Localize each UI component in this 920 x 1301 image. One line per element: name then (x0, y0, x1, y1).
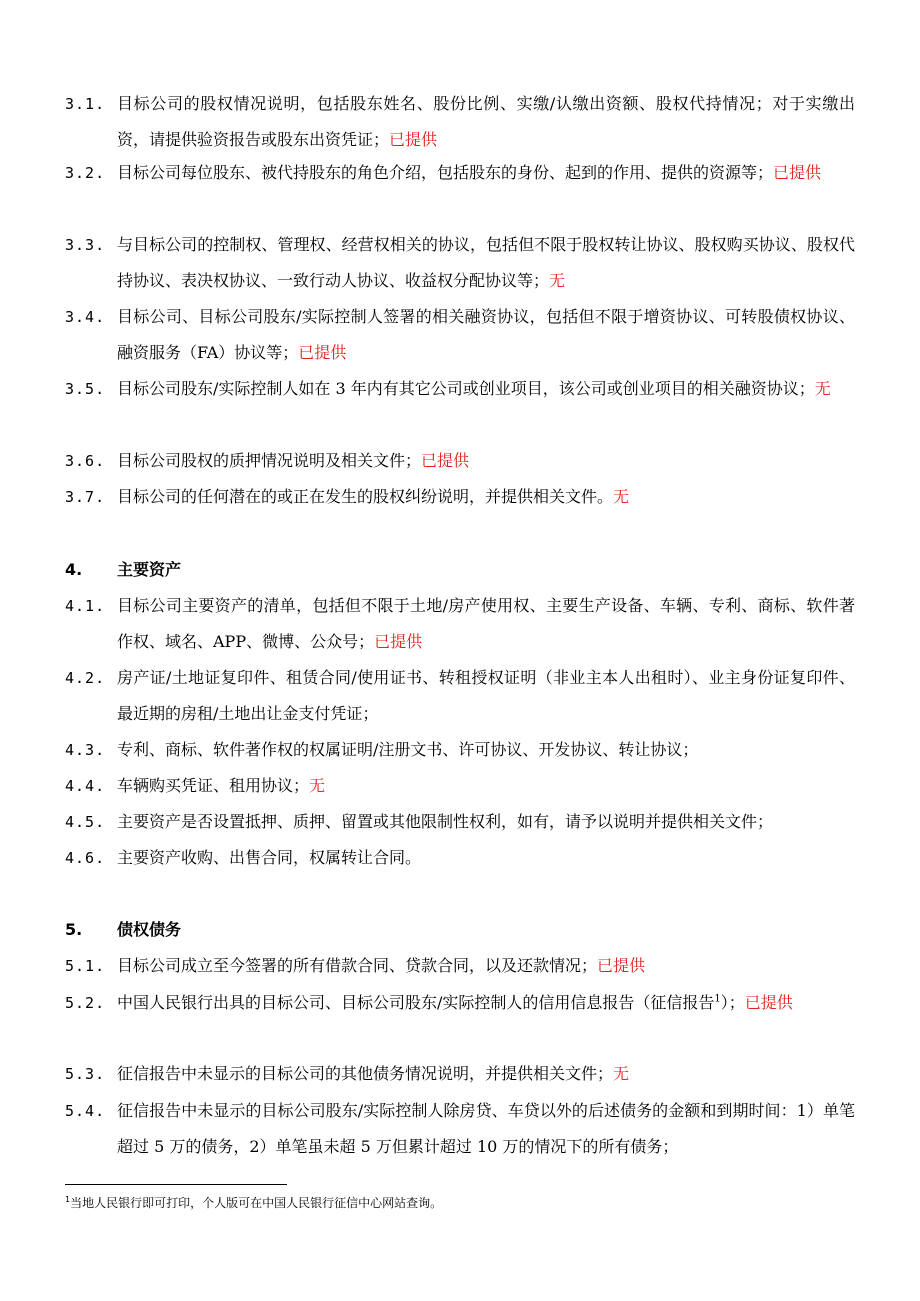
item-text: 目标公司的股权情况说明，包括股东姓名、股份比例、实缴/认缴出资额、股权代持情况；对于实缴出资，请提供验资报告或股东出资凭证； (117, 94, 855, 149)
item-number: 3.7. (65, 488, 106, 506)
status-label: 无 (309, 776, 326, 795)
status-label: 无 (613, 487, 630, 506)
status-label: 已提供 (773, 163, 822, 182)
item-text: 车辆购买凭证、租用协议； (117, 776, 310, 795)
list-item-4-4 (65, 768, 865, 804)
status-label: 已提供 (374, 632, 423, 651)
item-text: 征信报告中未显示的目标公司的其他债务情况说明，并提供相关文件； (117, 1064, 614, 1083)
item-text: 目标公司成立至今签署的所有借款合同、贷款合同，以及还款情况； (117, 956, 598, 975)
list-item-4-3 (65, 732, 865, 768)
footnote-mark: 1 (65, 1195, 71, 1204)
item-number: 5.1. (65, 957, 106, 975)
item-number: 3.6. (65, 452, 106, 470)
item-number: 5.3. (65, 1065, 106, 1083)
item-text: 主要资产收购、出售合同，权属转让合同。 (117, 848, 422, 867)
section-heading-4 (65, 552, 181, 588)
list-item-3-3 (65, 227, 865, 299)
item-number: 3.2. (65, 164, 106, 182)
status-label: 已提供 (389, 130, 438, 149)
list-item-3-7 (65, 479, 865, 515)
item-text-after: ）； (720, 993, 745, 1012)
section-heading-5 (65, 912, 181, 948)
item-number: 4.5. (65, 813, 106, 831)
section-title: 债权债务 (117, 920, 182, 939)
footnote-reference[interactable]: 1 (714, 993, 721, 1005)
status-label: 无 (613, 1064, 630, 1083)
list-item-3-2 (65, 155, 865, 191)
footnote-text: 当地人民银行即可打印，个人版可在中国人民银行征信中心网站查询。 (70, 1196, 443, 1210)
list-item-4-2 (65, 660, 865, 732)
item-text: 专利、商标、软件著作权的权属证明/注册文书、许可协议、开发协议、转让协议； (117, 740, 699, 759)
item-number: 4.4. (65, 777, 106, 795)
item-text: 与目标公司的控制权、管理权、经营权相关的协议，包括但不限于股权转让协议、股权购买协议、股权代持协议、表决权协议、一致行动人协议、收益权分配协议等； (117, 235, 855, 290)
item-number: 4.6. (65, 849, 106, 867)
item-text: 目标公司每位股东、被代持股东的角色介绍，包括股东的身份、起到的作用、提供的资源等； (117, 163, 774, 182)
item-text: 目标公司的任何潜在的或正在发生的股权纠纷说明，并提供相关文件。 (117, 487, 614, 506)
item-number: 5.4. (65, 1102, 106, 1120)
list-item-5-1 (65, 948, 865, 984)
list-item-3-5 (65, 371, 865, 407)
item-text: 征信报告中未显示的目标公司股东/实际控制人除房贷、车贷以外的后述债务的金额和到期时间：1）单笔超过 5 万的债务，2）单笔虽未超 5 万但累计超过 10 万的情况下的所有债务； (117, 1101, 855, 1156)
list-item-4-6 (65, 840, 865, 876)
item-text: 目标公司股权的质押情况说明及相关文件； (117, 451, 422, 470)
footnote-separator (65, 1184, 287, 1185)
item-text: 中国人民银行出具的目标公司、目标公司股东/实际控制人的信用信息报告（征信报告 (117, 993, 715, 1012)
item-number: 4.1. (65, 597, 106, 615)
item-text: 房产证/土地证复印件、租赁合同/使用证书、转租授权证明（非业主本人出租时）、业主身份证复印件、最近期的房租/土地出让金支付凭证； (117, 668, 855, 723)
item-text: 主要资产是否设置抵押、质押、留置或其他限制性权利，如有，请予以说明并提供相关文件； (117, 812, 774, 831)
item-text: 目标公司股东/实际控制人如在 3 年内有其它公司或创业项目，该公司或创业项目的相关融资协议； (117, 379, 815, 398)
list-item-3-4 (65, 299, 865, 371)
list-item-3-1 (65, 86, 865, 158)
status-label: 无 (814, 379, 831, 398)
item-number: 5.2. (65, 994, 106, 1012)
status-label: 已提供 (421, 451, 470, 470)
section-number: 5. (65, 920, 83, 939)
section-number: 4. (65, 560, 83, 579)
status-label: 已提供 (744, 993, 793, 1012)
list-item-4-1 (65, 588, 865, 660)
status-label: 无 (549, 271, 566, 290)
item-number: 3.4. (65, 308, 106, 326)
item-text: 目标公司、目标公司股东/实际控制人签署的相关融资协议，包括但不限于增资协议、可转股债权协议、融资服务（FA）协议等； (117, 307, 855, 362)
status-label: 已提供 (597, 956, 646, 975)
item-number: 4.2. (65, 669, 106, 687)
list-item-5-2 (65, 985, 865, 1021)
item-number: 4.3. (65, 741, 106, 759)
status-label: 已提供 (298, 343, 347, 362)
item-text: 目标公司主要资产的清单，包括但不限于土地/房产使用权、主要生产设备、车辆、专利、商标、软件著作权、域名、APP、微博、公众号； (117, 596, 855, 651)
item-number: 3.1. (65, 95, 106, 113)
list-item-3-6 (65, 443, 865, 479)
footnote (65, 1194, 442, 1212)
item-number: 3.3. (65, 236, 106, 254)
section-title: 主要资产 (117, 560, 182, 579)
item-number: 3.5. (65, 380, 106, 398)
list-item-5-4 (65, 1093, 865, 1165)
list-item-4-5 (65, 804, 865, 840)
list-item-5-3 (65, 1056, 865, 1092)
